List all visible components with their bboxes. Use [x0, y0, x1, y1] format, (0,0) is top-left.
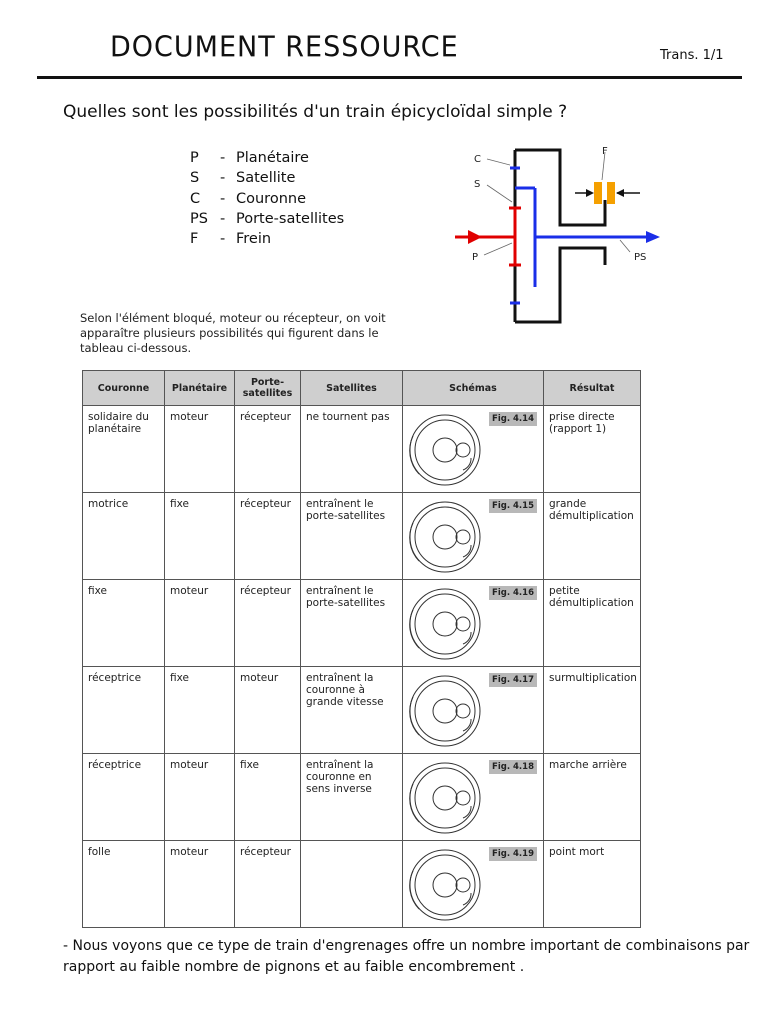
epicyclic-train-diagram [440, 140, 670, 340]
combinations-table [82, 370, 641, 928]
cell-planetaire: fixe [165, 667, 235, 754]
cell-schema [403, 667, 544, 754]
legend-item: PS - Porte-satellites [190, 209, 344, 229]
cell-couronne: réceptrice [83, 754, 165, 841]
table-row [83, 406, 641, 493]
cell-resultat: prise directe (rapport 1) [544, 406, 641, 493]
question-heading: Quelles sont les possibilités d'un train épicycloïdal simple ? [63, 102, 568, 122]
cell-satellites: entraînent la couronne en sens inverse [301, 754, 403, 841]
cell-satellites: ne tournent pas [301, 406, 403, 493]
figure-label: Fig. 4.19 [489, 847, 537, 861]
table-header-row [83, 371, 641, 406]
figure-label: Fig. 4.16 [489, 586, 537, 600]
cell-planetaire: moteur [165, 580, 235, 667]
table-row [83, 841, 641, 928]
conclusion-text: - Nous voyons que ce type de train d'engrenages offre un nombre important de combinaisons par rapport au faible nombre de pignons et au faible encombrement . [63, 938, 750, 975]
output-arrow-head [646, 231, 660, 243]
cell-schema [403, 406, 544, 493]
cell-couronne: folle [83, 841, 165, 928]
cell-couronne: motrice [83, 493, 165, 580]
label-p: P [472, 252, 479, 263]
cell-planetaire: fixe [165, 493, 235, 580]
header-resultat: Résultat [544, 371, 641, 406]
cell-couronne: fixe [83, 580, 165, 667]
cell-planetaire: moteur [165, 841, 235, 928]
cell-porte: fixe [235, 754, 301, 841]
cell-schema [403, 493, 544, 580]
legend-label: Couronne [236, 190, 307, 207]
legend-code: C [190, 190, 201, 207]
cell-satellites: entraînent la couronne à grande vitesse [301, 667, 403, 754]
intro-paragraph: Selon l'élément bloqué, moteur ou récepteur, on voit apparaître plusieurs possibilités qui figurent dans le tableau ci-dessous. [80, 311, 386, 355]
legend-label: Frein [236, 231, 272, 248]
cell-satellites: entraînent le porte-satellites [301, 580, 403, 667]
cell-schema [403, 580, 544, 667]
sun-gear-input [455, 208, 521, 265]
legend-code: PS [190, 210, 208, 227]
cell-porte: récepteur [235, 841, 301, 928]
cell-couronne: réceptrice [83, 667, 165, 754]
cell-schema [403, 754, 544, 841]
cell-porte: récepteur [235, 493, 301, 580]
table-row [83, 754, 641, 841]
cell-porte: moteur [235, 667, 301, 754]
cell-planetaire: moteur [165, 754, 235, 841]
table-row [83, 493, 641, 580]
cell-resultat: grande démultiplication [544, 493, 641, 580]
cell-resultat: point mort [544, 841, 641, 928]
input-arrow-head [468, 230, 482, 244]
header-satellites: Satellites [301, 371, 403, 406]
brake-block-left [594, 182, 602, 204]
cell-porte: récepteur [235, 406, 301, 493]
legend-label: Porte-satellites [236, 210, 345, 227]
figure-label: Fig. 4.17 [489, 673, 537, 687]
figure-label: Fig. 4.14 [489, 412, 537, 426]
cell-planetaire: moteur [165, 406, 235, 493]
cell-satellites [301, 841, 403, 928]
transparency-number: Trans. 1/1 [660, 48, 724, 63]
label-f: F [602, 146, 608, 157]
legend-code: F [190, 231, 199, 248]
figure-label: Fig. 4.18 [489, 760, 537, 774]
legend-item: F - Frein [190, 229, 344, 249]
header-planetaire: Planétaire [165, 371, 235, 406]
cell-resultat: petite démultiplication [544, 580, 641, 667]
header-schemas: Schémas [403, 371, 544, 406]
legend-code: S [190, 170, 200, 187]
cell-porte: récepteur [235, 580, 301, 667]
cell-couronne: solidaire du planétaire [83, 406, 165, 493]
cell-resultat: marche arrière [544, 754, 641, 841]
legend-label: Satellite [236, 170, 296, 187]
label-c: C [474, 154, 481, 165]
cell-resultat: surmultiplication [544, 667, 641, 754]
legend-label: Planétaire [236, 150, 309, 166]
table-row [83, 580, 641, 667]
table-row [83, 667, 641, 754]
header-couronne: Couronne [83, 371, 165, 406]
legend-list [190, 148, 344, 249]
planet-carrier [510, 168, 650, 303]
label-ps: PS [634, 252, 647, 263]
title-divider [37, 76, 742, 79]
legend-item: C - Couronne [190, 189, 344, 209]
figure-label: Fig. 4.15 [489, 499, 537, 513]
cell-satellites: entraînent le porte-satellites [301, 493, 403, 580]
label-s: S [474, 179, 481, 190]
page-title: DOCUMENT RESSOURCE [110, 31, 459, 64]
legend-item: P - Planétaire [190, 148, 344, 168]
legend-code: P [190, 150, 199, 166]
header-porte-satellites: Porte-satellites [235, 371, 301, 406]
legend-item: S - Satellite [190, 168, 344, 188]
brake-block-right [607, 182, 615, 204]
cell-schema [403, 841, 544, 928]
